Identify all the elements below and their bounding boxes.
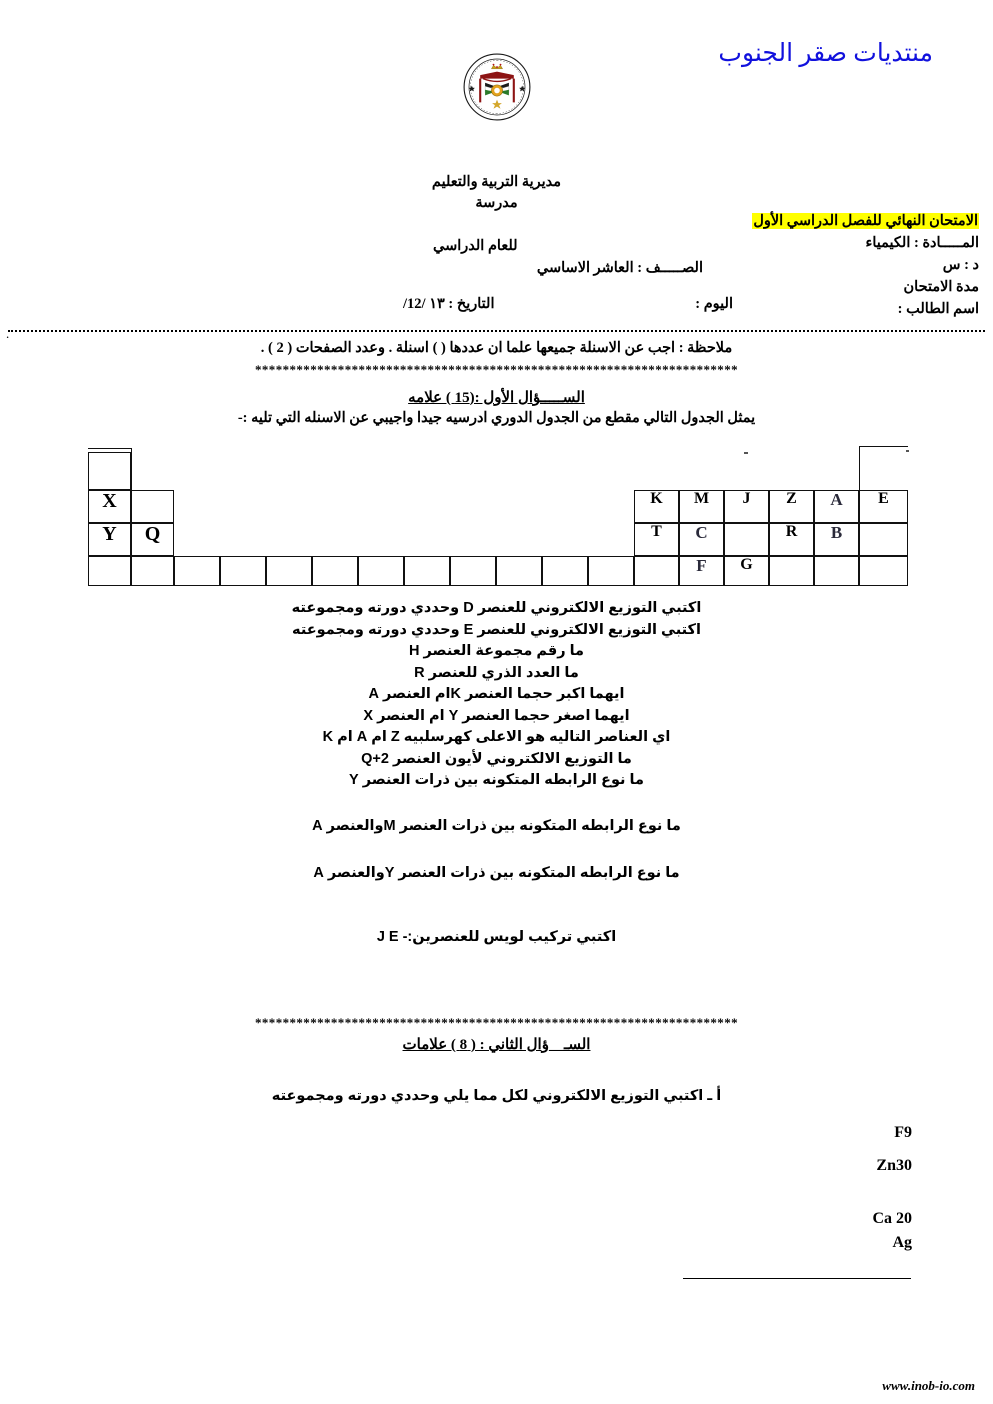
academic-year-label: للعام الدراسي (433, 238, 518, 254)
periodic-table-fragment (88, 452, 908, 575)
pt-cell-F: F (679, 556, 724, 586)
pt-cell-E: E (859, 490, 908, 523)
pt-cell-K: K (634, 490, 679, 523)
q1-item-5: ايهما اكبر حجما العنصر Kام العنصر A (368, 686, 625, 702)
question2-part-a: أ ـ اكتبي التوزيع الالكتروني لكل مما يلي وحددي دورته ومجموعته (271, 1088, 722, 1104)
pt-strip-cell (496, 556, 542, 586)
section-row (719, 254, 979, 276)
exam-title-row (719, 210, 979, 232)
footer-url: www.inob-io.com (882, 1378, 975, 1393)
pt-cell-T: T (634, 523, 679, 556)
pt-cell-X: X (88, 490, 131, 523)
header-middle (403, 235, 703, 279)
pt-strip-cell (88, 556, 131, 586)
q1-item-9: ما نوع الرابطه المتكونه بين ذرات العنصر Y (349, 772, 644, 788)
subject-value: الكيمياء (865, 235, 911, 251)
school-line: مدرسة (475, 195, 518, 211)
pt-cell-left-r1c1 (88, 452, 131, 490)
pt-strip-cell (131, 556, 174, 586)
pt-cell-C: C (679, 523, 724, 556)
pt-strip-cell (404, 556, 450, 586)
pt-strip-cell (588, 556, 634, 586)
student-name-row: اسم الطالب : (897, 301, 979, 317)
header-center (0, 172, 993, 214)
header-divider (8, 330, 985, 332)
q2-element-1: F9 (894, 1124, 912, 1141)
q1-item-4: ما العدد الذري للعنصر R (414, 664, 579, 681)
q2-element-3: Ca 20 (872, 1210, 912, 1227)
pt-cell-B: B (814, 523, 859, 556)
section-label: د : (964, 257, 979, 273)
question1-title: الســـــؤال الأول :(15 ) علامه (408, 390, 585, 406)
pt-cell-J: J (724, 490, 769, 523)
date-row (403, 296, 494, 313)
pt-right-tab-top (859, 446, 908, 447)
pt-left-tab-top (88, 448, 132, 449)
duration-row: مدة الامتحان (903, 279, 979, 295)
question1-subtitle: يمثل الجدول التالي مقطع من الجدول الدوري ادرسيه جيدا واجيبي عن الاسنله التي تليه :- (237, 410, 756, 426)
q1-item-10: ما نوع الرابطه المتكونه بين ذرات العنصر Mوالعنصر A (312, 817, 681, 834)
q1-item-1: اكتبي التوزيع الالكتروني للعنصر D وحددي دورته ومجموعته (291, 600, 702, 616)
day-label: اليوم : (695, 296, 733, 312)
section-value: س (942, 257, 961, 273)
q1-item-2: اكتبي التوزيع الالكتروني للعنصر E وحددي دورته ومجموعته (292, 621, 701, 638)
pt-cell-right-r2c3 (724, 523, 769, 556)
question1-items (0, 598, 993, 948)
star-separator-1: ********************************************************************** (255, 362, 738, 377)
star-separator-2: ********************************************************************** (255, 1015, 738, 1030)
directorate-line: مديرية التربية والتعليم (431, 174, 562, 190)
pt-strip-cell (266, 556, 312, 586)
pt-left-tab-stroke (131, 448, 132, 490)
grade-label: الصـــــف : (637, 260, 703, 276)
pt-cell-right-r3c5 (814, 556, 859, 586)
jordan-ministry-emblem-icon (462, 52, 532, 122)
pt-cell-right-r3c6 (859, 556, 908, 586)
pt-cell-right-r2c6 (859, 523, 908, 556)
pt-strip-cell (358, 556, 404, 586)
pt-cell-M: M (679, 490, 724, 523)
grade-value: العاشر الاساسي (536, 260, 634, 276)
pt-strip-cell (312, 556, 358, 586)
q1-item-8: ما التوزيع الالكتروني لأيون العنصر Q+2 (361, 750, 632, 767)
divider-end-dot: . (6, 326, 10, 341)
exam-note: ملاحظة : اجب عن الاسنلة جميعها علما ان عددها ( ) اسنلة . وعدد الصفحات ( 2 ) . (260, 340, 733, 356)
q1-item-6: ايهما اصغر حجما العنصر Y ام العنصر X (363, 707, 630, 724)
pt-cell-R: R (769, 523, 814, 556)
watermark-text: منتديات صقر الجنوب (718, 40, 933, 67)
q1-item-11: ما نوع الرابطه المتكونه بين ذرات العنصر Yوالعنصر A (313, 865, 680, 881)
date-value: ١٣ /12/ (403, 296, 445, 312)
pt-strip-cell (542, 556, 588, 586)
pt-cell-right-r3c4 (769, 556, 814, 586)
q1-item-7: اي العناصر التاليه هو الاعلى كهرسلبيه Z ام A ام K (322, 729, 671, 745)
date-label: التاريخ : (448, 296, 495, 312)
header-dateline (403, 296, 833, 313)
q1-item-3: ما رقم مجموعة العنصر H (409, 643, 584, 659)
q2-element-2: Zn30 (876, 1157, 912, 1174)
pt-cell-left-r2c2 (131, 490, 174, 523)
pt-cell-A: A (814, 490, 859, 523)
subject-label: المـــــادة : (914, 235, 979, 251)
pt-cell-Q: Q (131, 523, 174, 556)
pt-right-tab-stroke (859, 446, 860, 586)
pt-cell-right-r3c1 (634, 556, 679, 586)
answer-line (683, 1278, 911, 1279)
exam-title: الامتحان النهائي للفصل الدراسي الأول (753, 213, 978, 229)
scan-artifact-dot-1 (744, 452, 748, 454)
pt-strip-cell (174, 556, 220, 586)
subject-row (719, 232, 979, 254)
pt-cell-Y: Y (88, 523, 131, 556)
scan-artifact-dot-2 (906, 450, 909, 452)
question2-title: السـ__ؤال الثاني : ( 8 ) علامات (402, 1037, 591, 1053)
q1-item-12: اكتبي تركيب لويس للعنصرين:- J E (376, 928, 617, 945)
q2-element-4: Ag (892, 1234, 912, 1251)
pt-cell-G: G (724, 556, 769, 586)
grade-row (403, 257, 703, 279)
pt-cell-Z: Z (769, 490, 814, 523)
pt-strip-cell (220, 556, 266, 586)
pt-strip-cell (450, 556, 496, 586)
